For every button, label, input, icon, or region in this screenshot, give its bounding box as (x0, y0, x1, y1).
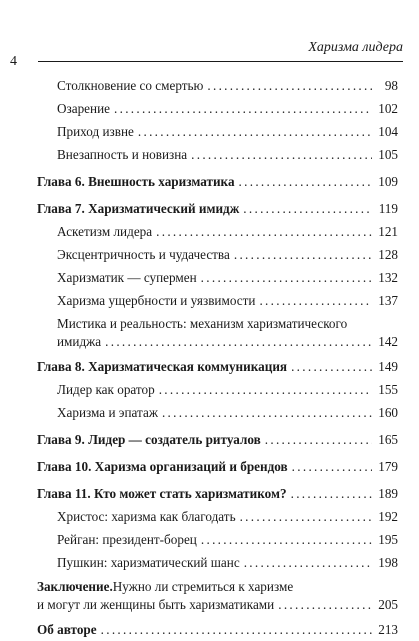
toc-entry-line (37, 97, 398, 120)
toc-entry-line (37, 120, 398, 143)
toc-entry-title: Харизма ущербности и уязвимости (57, 293, 256, 308)
dot-leader (159, 378, 372, 401)
toc-entry-line (37, 578, 398, 596)
toc-page-number: 160 (378, 405, 398, 420)
toc-entry-title: Глава 11. Кто может стать харизматиком? (37, 486, 287, 501)
toc-entry-line (37, 220, 398, 243)
toc-entry-title: Приход извне (57, 124, 134, 139)
toc-chapter-entry[interactable] (37, 197, 398, 220)
toc-page-number: 102 (378, 101, 398, 116)
toc-entry-line (37, 243, 398, 266)
toc-entry-line (37, 266, 398, 289)
toc-entry-line (37, 289, 398, 312)
toc-entry-title: Озарение (57, 101, 111, 116)
dot-leader (278, 596, 372, 614)
toc-page-number: 109 (378, 174, 398, 189)
toc-page-number: 98 (384, 78, 398, 93)
toc-entry-title: Глава 7. Харизматический имидж (37, 201, 240, 216)
toc-entry-title-bold: Заключение. (37, 579, 113, 594)
toc-entry-title: Рейган: президент-борец (57, 532, 197, 547)
toc-entry-title: Лидер как оратор (57, 382, 155, 397)
toc-page-number: 121 (378, 224, 398, 239)
dot-leader (243, 197, 372, 220)
toc-entry-title: и могут ли женщины быть харизматиками (37, 597, 275, 612)
toc-entry-line (37, 355, 398, 378)
dot-leader (244, 551, 372, 574)
toc-section-entry[interactable] (37, 220, 398, 243)
toc-entry-title: Эксцентричность и чудачества (57, 247, 230, 262)
page-number: 4 (10, 54, 17, 69)
dot-leader (239, 170, 372, 193)
toc-entry-line (37, 455, 398, 478)
toc-chapter-entry[interactable] (37, 618, 398, 641)
toc-chapter-entry[interactable] (37, 578, 398, 614)
toc-chapter-entry[interactable] (37, 455, 398, 478)
toc-chapter-entry[interactable] (37, 170, 398, 193)
toc-entry-title: имиджа (57, 334, 102, 349)
toc-entry-title: Глава 6. Внешность харизматика (37, 174, 235, 189)
toc-page-number: 149 (378, 359, 398, 374)
toc-chapter-entry[interactable] (37, 482, 398, 505)
toc-page-number: 128 (378, 247, 398, 262)
toc-page-number: 142 (378, 334, 398, 349)
toc-entry-title: Христос: харизма как благодать (57, 509, 236, 524)
toc-section-entry[interactable] (37, 401, 398, 424)
toc-entry-line (37, 315, 398, 333)
toc-entry-line (37, 482, 398, 505)
toc-section-entry[interactable] (37, 243, 398, 266)
toc-section-entry[interactable] (37, 378, 398, 401)
toc-section-entry[interactable] (37, 315, 398, 351)
toc-entry-title: Глава 8. Харизматическая коммуникация (37, 359, 288, 374)
toc-section-entry[interactable] (37, 505, 398, 528)
toc-section-entry[interactable] (37, 120, 398, 143)
dot-leader (138, 120, 372, 143)
dot-leader (234, 243, 372, 266)
toc-page-number: 132 (378, 270, 398, 285)
toc-page-number: 179 (378, 459, 398, 474)
toc-entry-line (37, 333, 398, 351)
toc-page-number: 104 (378, 124, 398, 139)
dot-leader (265, 428, 372, 451)
toc-entry-title: Нужно ли стремиться к харизме (112, 579, 294, 594)
toc-chapter-entry[interactable] (37, 428, 398, 451)
toc-page-number: 192 (378, 509, 398, 524)
dot-leader (201, 266, 372, 289)
toc-entry-title: Внезапность и новизна (57, 147, 188, 162)
toc-entry-line (37, 401, 398, 424)
toc-entry-line (37, 170, 398, 193)
table-of-contents (37, 74, 398, 641)
dot-leader (114, 97, 372, 120)
toc-entry-line (37, 74, 398, 97)
toc-entry-title: Аскетизм лидера (57, 224, 153, 239)
dot-leader (291, 355, 372, 378)
toc-page-number: 137 (378, 293, 398, 308)
toc-chapter-entry[interactable] (37, 355, 398, 378)
toc-entry-title: Мистика и реальность: механизм харизматического (57, 316, 348, 331)
dot-leader (240, 505, 372, 528)
toc-entry-title: Глава 9. Лидер — создатель ритуалов (37, 432, 261, 447)
toc-entry-line (37, 143, 398, 166)
header-rule (38, 61, 403, 62)
toc-page-number: 155 (378, 382, 398, 397)
toc-entry-line (37, 551, 398, 574)
toc-entry-title: Пушкин: харизматический шанс (57, 555, 240, 570)
toc-page-number: 195 (378, 532, 398, 547)
toc-section-entry[interactable] (37, 97, 398, 120)
toc-page-number: 119 (378, 201, 398, 216)
toc-entry-line (37, 197, 398, 220)
dot-leader (101, 618, 372, 641)
toc-section-entry[interactable] (37, 528, 398, 551)
dot-leader (162, 401, 372, 424)
toc-entry-line (37, 378, 398, 401)
toc-page-number: 105 (378, 147, 398, 162)
toc-page-number: 213 (378, 622, 398, 637)
dot-leader (156, 220, 372, 243)
toc-entry-line (37, 596, 398, 614)
toc-entry-title: Столкновение со смертью (57, 78, 204, 93)
toc-section-entry[interactable] (37, 143, 398, 166)
toc-section-entry[interactable] (37, 289, 398, 312)
toc-page-number: 165 (378, 432, 398, 447)
toc-page-number: 189 (378, 486, 398, 501)
toc-entry-title: Харизматик — супермен (57, 270, 197, 285)
toc-section-entry[interactable] (37, 266, 398, 289)
dot-leader (292, 455, 372, 478)
toc-entry-line (37, 505, 398, 528)
toc-page-number: 198 (378, 555, 398, 570)
dot-leader (201, 528, 372, 551)
toc-entry-title: Об авторе (37, 622, 97, 637)
toc-section-entry[interactable] (37, 551, 398, 574)
toc-entry-line (37, 528, 398, 551)
dot-leader (291, 482, 372, 505)
toc-entry-line (37, 428, 398, 451)
dot-leader (191, 143, 372, 166)
toc-entry-title: Харизма и эпатаж (57, 405, 158, 420)
running-title: Харизма лидера (308, 40, 403, 55)
toc-page-number: 205 (378, 597, 398, 612)
dot-leader (207, 74, 372, 97)
toc-entry-line (37, 618, 398, 641)
dot-leader (259, 289, 372, 312)
toc-section-entry[interactable] (37, 74, 398, 97)
toc-entry-title: Глава 10. Харизма организаций и брендов (37, 459, 288, 474)
dot-leader (105, 333, 372, 351)
